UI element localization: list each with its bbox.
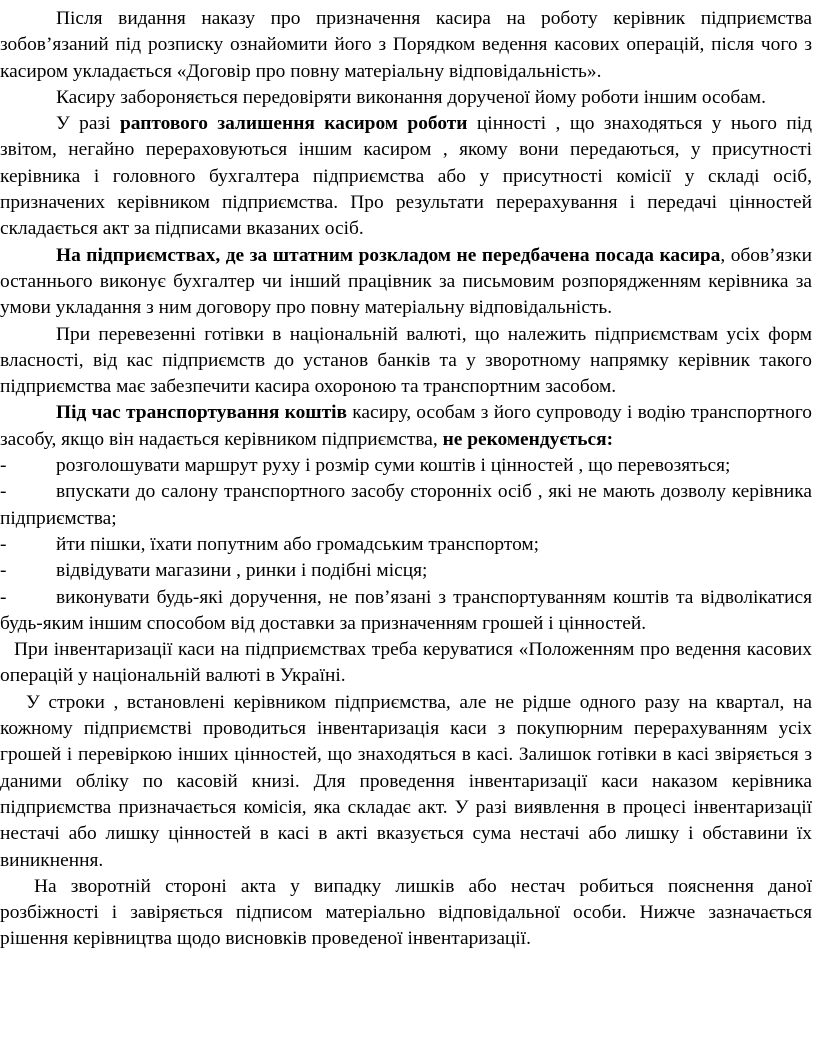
paragraph-cashier-appointment: Після видання наказу про призначення касира на роботу керівник підприємства зобов’язаний під розписку ознайомити його з Порядком ведення касових операцій, після чого з касиром укладається «Договір про повну матеріальну відповідальність». [0, 8, 812, 82]
bold-phrase: Під час транспортування коштів [56, 402, 348, 424]
text-run: У разі [56, 113, 120, 135]
paragraph-transport-rules [0, 400, 812, 453]
list-dash: - [0, 481, 7, 503]
list-dash: - [0, 455, 7, 477]
paragraph-no-cashier-position [0, 243, 812, 322]
list-item-text: впускати до салону транспортного засобу сторонніх осіб , які не мають дозволу керівника підприємства; [0, 481, 812, 529]
list-item [0, 585, 812, 638]
bold-phrase: На підприємствах, де за штатним розкладом не передбачена посада касира [56, 244, 721, 266]
paragraph-inventory-regulation: При інвентаризації каси на підприємствах треба керуватися «Положенням про ведення касових операцій у національній валюті в Україні. [0, 639, 812, 687]
list-dash: - [0, 560, 7, 582]
text-run: , обов’язки останнього виконує бухгалтер чи інший працівник за письмовим розпорядженням керівника за умови укладання з ним договору про повну матеріальну відповідальність. [0, 244, 812, 319]
paragraph-inventory-procedure: У строки , встановлені керівником підприємства, але не рідше одного разу на квартал, на кожному підприємстві проводиться інвентаризація каси з покупюрним перерахуванням усіх грошей і перевіркою інших цінностей, що знаходяться в касі. Залишок готівки в касі звіряється з даними обліку по касовій книзі. Для проведення інвентаризації каси наказом керівника підприємства призначається комісія, яка складає акт. У разі виявлення в процесі інвентаризації нестачі або лишку цінностей в касі в акті вказується сума нестачі або лишку і обставини їх виникнення. [0, 691, 812, 871]
list-item-text: розголошувати маршрут руху і розмір суми коштів і цінностей , що перевозяться; [56, 455, 731, 477]
paragraph-cash-transport: При перевезенні готівки в національній валюті, що належить підприємствам усіх форм власності, від кас підприємств до установ банків та у зворотному напрямку керівник такого підприємства має забезпечити касира охороною та транспортним засобом. [0, 323, 812, 398]
list-item-text: відвідувати магазини , ринки і подібні місця; [56, 560, 428, 582]
paragraph-sudden-leave [0, 111, 812, 242]
list-item [0, 532, 812, 558]
text-run: цінності , що знаходяться у нього під звітом, негайно перераховуються іншим касиром , якому вони передаються, у присутності керівника і головного бухгалтера підприємства або у присутності комісії у складі осіб, призначених керівником підприємства. Про результати перерахування і передачі цінностей складається акт за підписами вказаних осіб. [0, 113, 812, 240]
list-item [0, 453, 812, 479]
paragraph-delegation-ban: Касиру забороняється передовіряти виконання дорученої йому роботи іншим особам. [56, 86, 766, 108]
bold-phrase: раптового залишення касиром роботи [119, 113, 468, 135]
list-dash: - [0, 533, 7, 555]
list-item [0, 479, 812, 532]
list-item-text: йти пішки, їхати попутним або громадським транспортом; [56, 533, 540, 555]
list-item [0, 558, 812, 584]
text-run: касиру, особам з його супроводу і водію транспортного засобу, якщо він надається керівником підприємства, [0, 402, 812, 450]
bold-phrase: не рекомендується: [442, 428, 614, 450]
not-recommended-list [0, 453, 812, 637]
list-dash: - [0, 586, 7, 608]
list-item-text: виконувати будь-які доручення, не пов’язані з транспортуванням коштів та відволікатися будь-яким іншим способом від доставки за призначенням грошей і цінностей. [0, 586, 812, 634]
paragraph-act-reverse-side: На зворотній стороні акта у випадку лишків або нестач робиться пояснення даної розбіжності і завіряється підписом матеріально відповідальної особи. Нижче зазначається рішення керівництва щодо висновків проведеної інвентаризації. [0, 875, 812, 950]
